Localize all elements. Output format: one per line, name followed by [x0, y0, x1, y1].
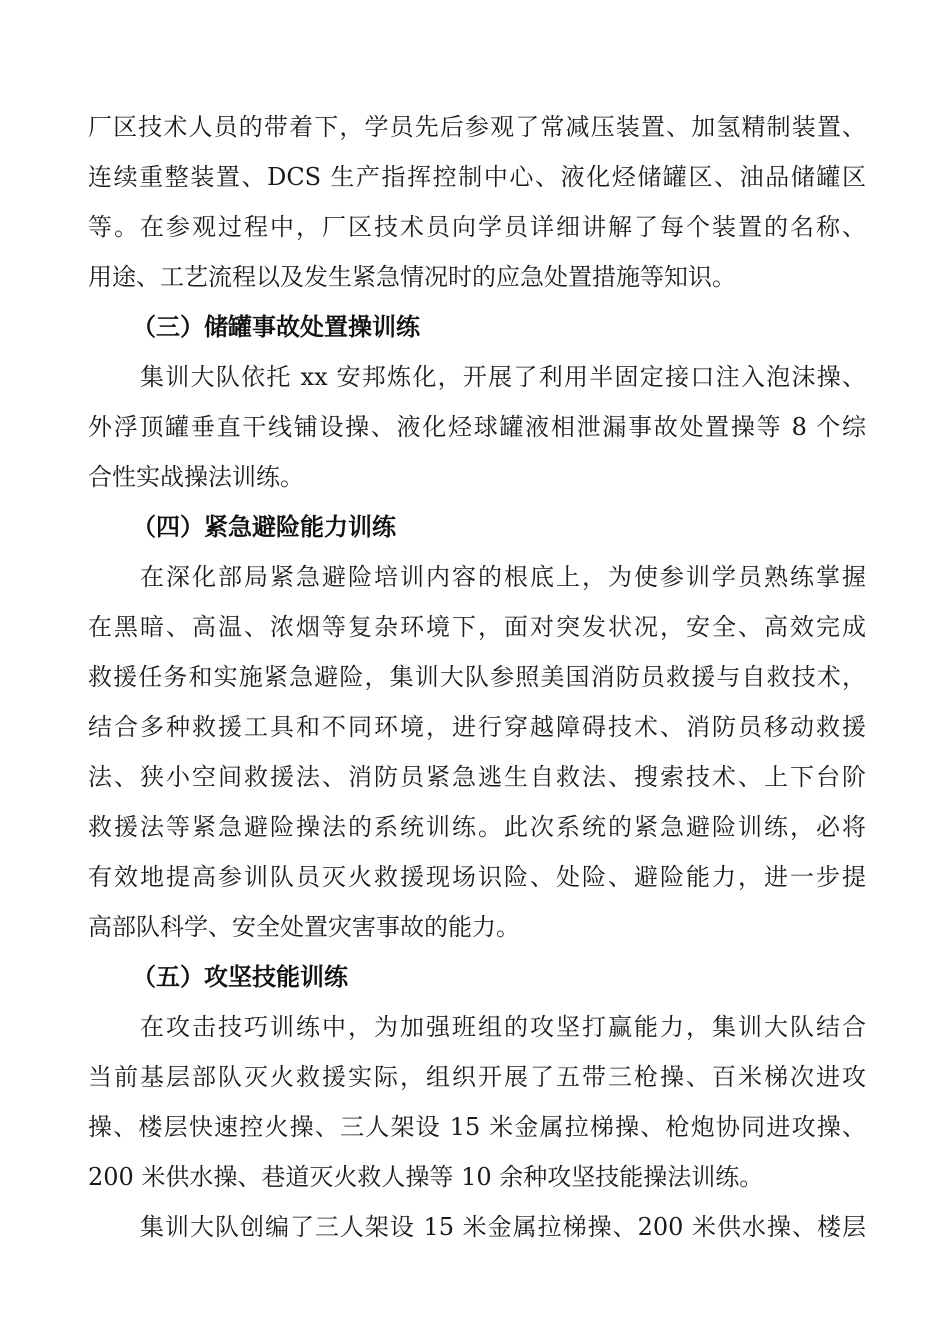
paragraph-drill-creation [88, 1202, 866, 1252]
text-line: 法、狭小空间救援法、消防员紧急逃生自救法、搜索技术、上下台阶 [88, 763, 866, 791]
text-line: 救援法等紧急避险操法的系统训练。此次系统的紧急避险训练，必将 [88, 813, 866, 841]
text-line: 连续重整装置、DCS 生产指挥控制中心、液化烃储罐区、油品储罐区 [88, 163, 866, 191]
text-line: 救援任务和实施紧急避险，集训大队参照美国消防员救援与自救技术， [88, 663, 866, 691]
text-line: 集训大队创编了三人架设 15 米金属拉梯操、200 米供水操、楼层 [140, 1213, 866, 1241]
section-heading-4: （四）紧急避险能力训练 [132, 513, 396, 541]
text-line: 在深化部局紧急避险培训内容的根底上，为使参训学员熟练掌握 [140, 563, 866, 591]
text-line: 合性实战操法训练。 [88, 463, 304, 491]
text-line: 厂区技术人员的带着下，学员先后参观了常减压装置、加氢精制装置、 [88, 113, 866, 141]
text-line: 集训大队依托 xx 安邦炼化，开展了利用半固定接口注入泡沫操、 [140, 363, 866, 391]
paragraph-visit [88, 102, 866, 302]
text-line: 等。在参观过程中，厂区技术员向学员详细讲解了每个装置的名称、 [88, 213, 866, 241]
text-line: 200 米供水操、巷道灭火救人操等 10 余种攻坚技能操法训练。 [88, 1163, 764, 1191]
section-heading-5: （五）攻坚技能训练 [132, 963, 348, 991]
text-line: 外浮顶罐垂直干线铺设操、液化烃球罐液相泄漏事故处置操等 8 个综 [88, 413, 866, 441]
text-line: 当前基层部队灭火救援实际，组织开展了五带三枪操、百米梯次进攻 [88, 1063, 866, 1091]
text-line: 结合多种救援工具和不同环境，进行穿越障碍技术、消防员移动救援 [88, 713, 866, 741]
text-line: 用途、工艺流程以及发生紧急情况时的应急处置措施等知识。 [88, 263, 736, 291]
text-line: 高部队科学、安全处置灾害事故的能力。 [88, 913, 520, 941]
section-heading-3: （三）储罐事故处置操训练 [132, 313, 420, 341]
paragraph-tank-training [88, 352, 866, 502]
document-body [88, 102, 866, 1252]
text-line: 有效地提高参训队员灭火救援现场识险、处险、避险能力，进一步提 [88, 863, 866, 891]
text-line: 在黑暗、高温、浓烟等复杂环境下，面对突发状况，安全、高效完成 [88, 613, 866, 641]
paragraph-assault-training [88, 1002, 866, 1202]
text-line: 在攻击技巧训练中，为加强班组的攻坚打赢能力，集训大队结合 [140, 1013, 866, 1041]
paragraph-emergency-training [88, 552, 866, 952]
text-line: 操、楼层快速控火操、三人架设 15 米金属拉梯操、枪炮协同进攻操、 [88, 1113, 866, 1141]
